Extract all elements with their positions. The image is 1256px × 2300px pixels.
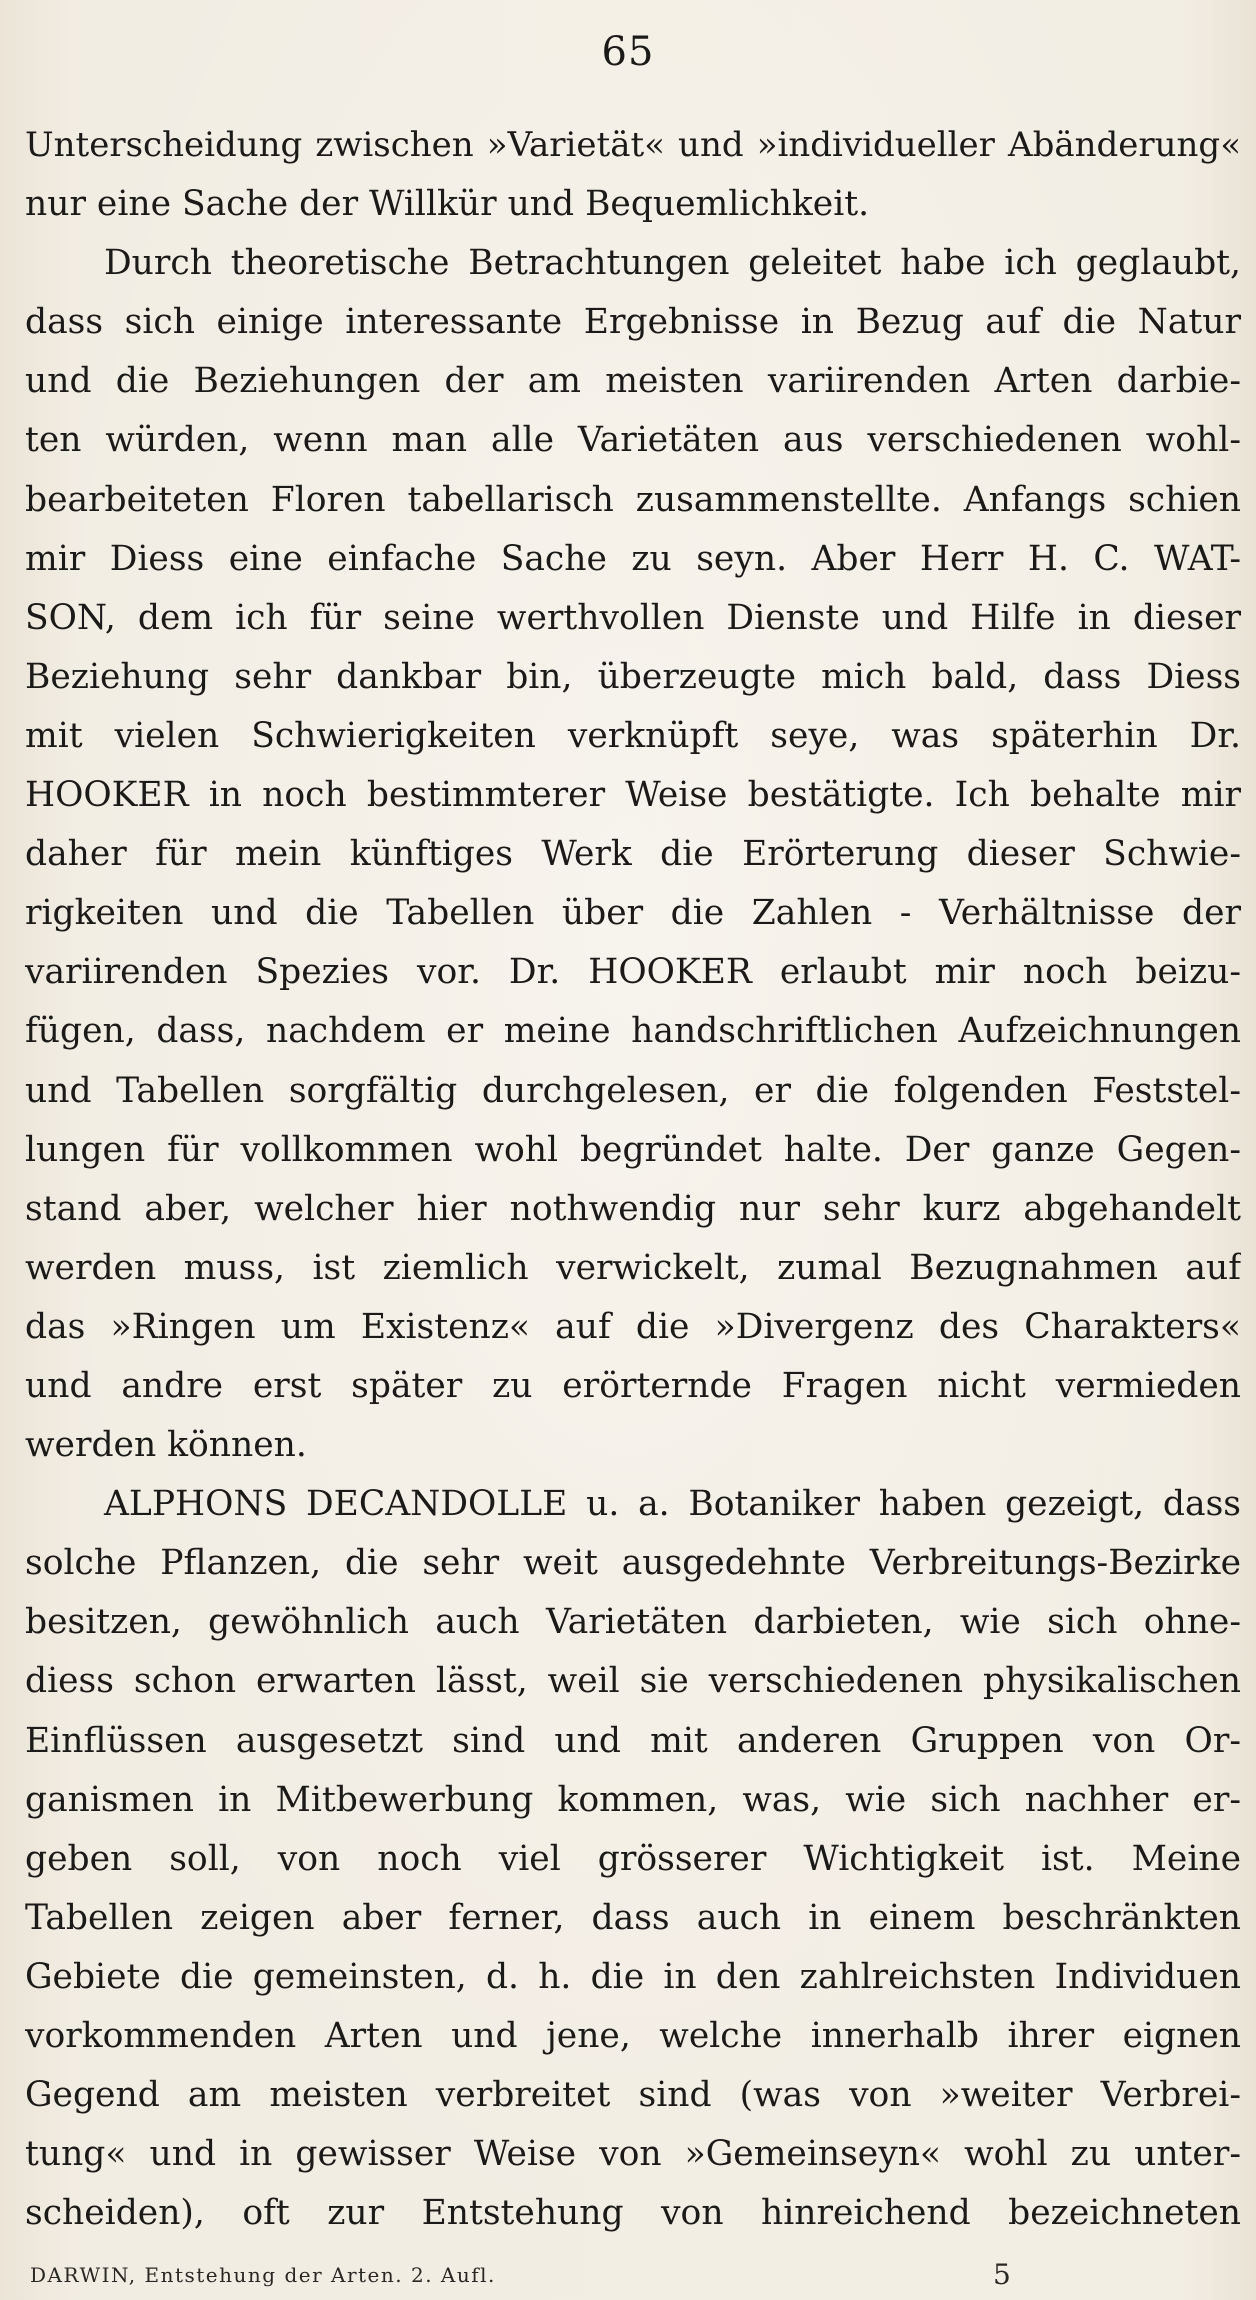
text-line: SON, dem ich für seine werthvollen Dienste und Hilfe in dieser bbox=[25, 597, 1241, 638]
text-line: und die Beziehungen der am meisten variirenden Arten darbie- bbox=[25, 361, 1241, 402]
text-line: das »Ringen um Existenz« auf die »Divergenz des Charakters« bbox=[25, 1306, 1241, 1347]
text-line: und andre erst später zu erörternde Fragen nicht vermieden bbox=[25, 1365, 1241, 1406]
text-line: diess schon erwarten lässt, weil sie verschiedenen physikalischen bbox=[25, 1661, 1241, 1702]
text-line: scheiden), oft zur Entstehung von hinreichend bezeichneten bbox=[25, 2193, 1241, 2234]
page-number: 65 bbox=[601, 29, 655, 75]
text-line: und Tabellen sorgfältig durchgelesen, er die folgenden Feststel- bbox=[25, 1070, 1241, 1111]
text-line: geben soll, von noch viel grösserer Wichtigkeit ist. Meine bbox=[25, 1838, 1241, 1879]
text-line: ALPHONS DECANDOLLE u. a. Botaniker haben gezeigt, dass bbox=[104, 1484, 1241, 1525]
text-line: vorkommenden Arten und jene, welche innerhalb ihrer eignen bbox=[25, 2016, 1241, 2056]
text-line: Unterscheidung zwischen »Varietät« und »individueller Abänderung« bbox=[25, 125, 1241, 165]
text-line: solche Pflanzen, die sehr weit ausgedehnte Verbreitungs-Bezirke bbox=[25, 1543, 1241, 1584]
text-line: Gebiete die gemeinsten, d. h. die in den zahlreichsten Individuen bbox=[25, 1956, 1241, 1997]
running-title: DARWIN, Entstehung der Arten. 2. Aufl. bbox=[30, 2263, 496, 2287]
text-line: daher für mein künftiges Werk die Erörterung dieser Schwie- bbox=[25, 834, 1241, 875]
text-line: bearbeiteten Floren tabellarisch zusammenstellte. Anfangs schien bbox=[25, 479, 1241, 520]
page-footer bbox=[30, 2258, 1220, 2292]
text-line: fügen, dass, nachdem er meine handschriftlichen Aufzeichnungen bbox=[25, 1011, 1241, 1052]
text-line: werden muss, ist ziemlich verwickelt, zumal Bezugnahmen auf bbox=[25, 1247, 1241, 1288]
text-line: dass sich einige interessante Ergebnisse in Bezug auf die Natur bbox=[25, 302, 1241, 343]
text-line: werden können. bbox=[25, 1425, 307, 1466]
text-line: variirenden Spezies vor. Dr. HOOKER erlaubt mir noch beizu- bbox=[25, 952, 1241, 993]
signature-mark: 5 bbox=[993, 2258, 1013, 2291]
text-line: mir Diess eine einfache Sache zu seyn. Aber Herr H. C. WAT- bbox=[25, 538, 1241, 579]
text-line: lungen für vollkommen wohl begründet halte. Der ganze Gegen- bbox=[25, 1129, 1241, 1170]
text-line: Einflüssen ausgesetzt sind und mit anderen Gruppen von Or- bbox=[25, 1720, 1241, 1761]
text-line: Tabellen zeigen aber ferner, dass auch in einem beschränkten bbox=[25, 1897, 1241, 1938]
text-line: Durch theoretische Betrachtungen geleitet habe ich geglaubt, bbox=[104, 243, 1241, 284]
body-text bbox=[25, 116, 1241, 2243]
text-line: tung« und in gewisser Weise von »Gemeinseyn« wohl zu unter- bbox=[25, 2134, 1241, 2175]
text-line: ten würden, wenn man alle Varietäten aus verschiedenen wohl- bbox=[25, 420, 1241, 461]
text-line: stand aber, welcher hier nothwendig nur sehr kurz abgehandelt bbox=[25, 1188, 1241, 1229]
text-line: mit vielen Schwierigkeiten verknüpft seye, was späterhin Dr. bbox=[25, 715, 1241, 756]
text-line: rigkeiten und die Tabellen über die Zahlen - Verhältnisse der bbox=[25, 893, 1241, 934]
text-line: Beziehung sehr dankbar bin, überzeugte mich bald, dass Diess bbox=[25, 656, 1241, 697]
text-line: nur eine Sache der Willkür und Bequemlichkeit. bbox=[25, 184, 870, 225]
text-line: besitzen, gewöhnlich auch Varietäten darbieten, wie sich ohne- bbox=[25, 1602, 1241, 1643]
text-line: HOOKER in noch bestimmterer Weise bestätigte. Ich behalte mir bbox=[25, 775, 1241, 816]
text-line: Gegend am meisten verbreitet sind (was von »weiter Verbrei- bbox=[25, 2075, 1241, 2116]
text-line: ganismen in Mitbewerbung kommen, was, wie sich nachher er- bbox=[25, 1779, 1241, 1820]
